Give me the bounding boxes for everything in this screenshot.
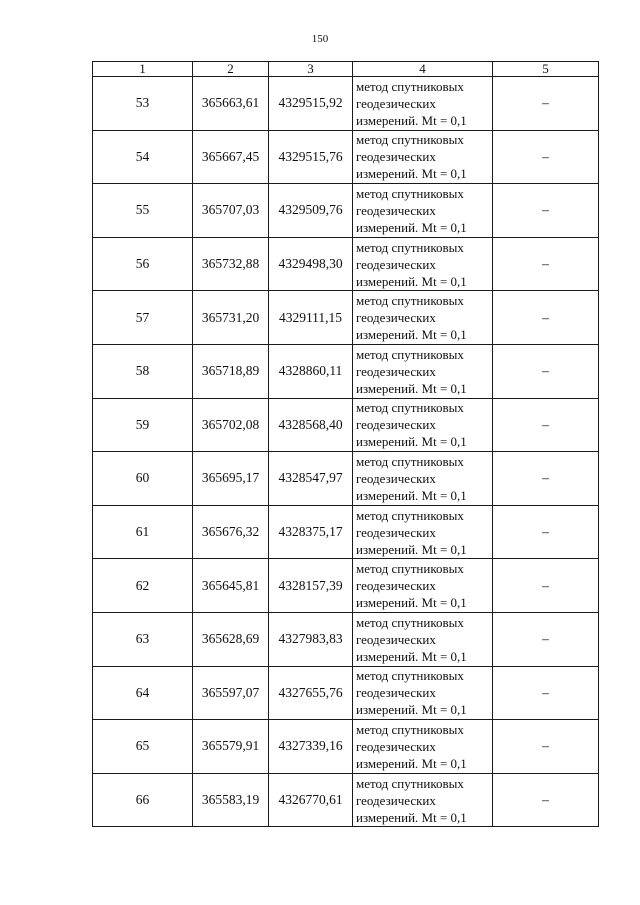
column-header: 2 [193, 62, 269, 77]
method-text-line: геодезических [356, 417, 436, 433]
table-row [93, 344, 599, 398]
method-text-line: измерений. Mt = 0,1 [356, 327, 467, 343]
table-row [93, 398, 599, 452]
table-header-row [93, 62, 599, 77]
method-text-line: измерений. Mt = 0,1 [356, 166, 467, 182]
point-number-cell: 53 [93, 77, 193, 131]
method-text-line: метод спутниковых [356, 721, 464, 737]
method-text-line: метод спутниковых [356, 507, 464, 523]
column-5-cell: – [493, 773, 599, 827]
method-text-line: метод спутниковых [356, 668, 464, 684]
method-text-line: геодезических [356, 685, 436, 701]
column-5-cell: – [493, 130, 599, 184]
column-header: 4 [353, 62, 493, 77]
column-5-cell: – [493, 505, 599, 559]
x-coordinate-cell: 365676,32 [193, 505, 269, 559]
y-coordinate-cell: 4327339,16 [269, 720, 353, 774]
method-text-line: измерений. Mt = 0,1 [356, 487, 467, 503]
method-text-line: геодезических [356, 792, 436, 808]
method-text-line: измерений. Mt = 0,1 [356, 273, 467, 289]
method-cell [353, 344, 493, 398]
method-text-line: измерений. Mt = 0,1 [356, 702, 467, 718]
point-number-cell: 66 [93, 773, 193, 827]
point-number-cell: 54 [93, 130, 193, 184]
column-5-cell: – [493, 559, 599, 613]
y-coordinate-cell: 4329111,15 [269, 291, 353, 345]
column-header: 1 [93, 62, 193, 77]
method-text-line: геодезических [356, 310, 436, 326]
table-row [93, 612, 599, 666]
y-coordinate-cell: 4327655,76 [269, 666, 353, 720]
y-coordinate-cell: 4328157,39 [269, 559, 353, 613]
point-number-cell: 56 [93, 237, 193, 291]
table-row [93, 452, 599, 506]
method-text-line: метод спутниковых [356, 561, 464, 577]
y-coordinate-cell: 4328860,11 [269, 344, 353, 398]
method-cell [353, 452, 493, 506]
y-coordinate-cell: 4329498,30 [269, 237, 353, 291]
y-coordinate-cell: 4326770,61 [269, 773, 353, 827]
method-text-line: геодезических [356, 202, 436, 218]
method-text-line: геодезических [356, 149, 436, 165]
coordinates-table [92, 61, 599, 827]
column-5-cell: – [493, 344, 599, 398]
table-row [93, 77, 599, 131]
method-text-line: метод спутниковых [356, 78, 464, 94]
method-cell [353, 559, 493, 613]
point-number-cell: 59 [93, 398, 193, 452]
column-5-cell: – [493, 291, 599, 345]
method-text-line: измерений. Mt = 0,1 [356, 809, 467, 825]
method-cell [353, 773, 493, 827]
point-number-cell: 58 [93, 344, 193, 398]
point-number-cell: 62 [93, 559, 193, 613]
x-coordinate-cell: 365579,91 [193, 720, 269, 774]
method-text-line: метод спутниковых [356, 132, 464, 148]
point-number-cell: 65 [93, 720, 193, 774]
method-text-line: метод спутниковых [356, 185, 464, 201]
table-row [93, 720, 599, 774]
page-number: 150 [311, 33, 329, 45]
column-5-cell: – [493, 398, 599, 452]
table-row [93, 184, 599, 238]
column-5-cell: – [493, 184, 599, 238]
method-text-line: измерений. Mt = 0,1 [356, 219, 467, 235]
y-coordinate-cell: 4328547,97 [269, 452, 353, 506]
method-text-line: измерений. Mt = 0,1 [356, 434, 467, 450]
x-coordinate-cell: 365628,69 [193, 612, 269, 666]
point-number-cell: 57 [93, 291, 193, 345]
method-text-line: метод спутниковых [356, 239, 464, 255]
x-coordinate-cell: 365718,89 [193, 344, 269, 398]
column-header: 5 [493, 62, 599, 77]
column-5-cell: – [493, 77, 599, 131]
column-5-cell: – [493, 452, 599, 506]
method-text-line: геодезических [356, 95, 436, 111]
method-text-line: геодезических [356, 256, 436, 272]
method-text-line: измерений. Mt = 0,1 [356, 112, 467, 128]
method-text-line: измерений. Mt = 0,1 [356, 595, 467, 611]
table-row [93, 130, 599, 184]
method-cell [353, 291, 493, 345]
x-coordinate-cell: 365707,03 [193, 184, 269, 238]
method-cell [353, 505, 493, 559]
method-text-line: метод спутниковых [356, 453, 464, 469]
table-row [93, 237, 599, 291]
method-text-line: измерений. Mt = 0,1 [356, 648, 467, 664]
x-coordinate-cell: 365731,20 [193, 291, 269, 345]
y-coordinate-cell: 4329515,76 [269, 130, 353, 184]
y-coordinate-cell: 4329515,92 [269, 77, 353, 131]
method-cell [353, 237, 493, 291]
method-cell [353, 612, 493, 666]
method-text-line: измерений. Mt = 0,1 [356, 755, 467, 771]
method-cell [353, 130, 493, 184]
method-text-line: измерений. Mt = 0,1 [356, 380, 467, 396]
method-text-line: метод спутниковых [356, 346, 464, 362]
x-coordinate-cell: 365597,07 [193, 666, 269, 720]
method-cell [353, 77, 493, 131]
y-coordinate-cell: 4329509,76 [269, 184, 353, 238]
x-coordinate-cell: 365732,88 [193, 237, 269, 291]
table-row [93, 505, 599, 559]
method-text-line: геодезических [356, 524, 436, 540]
method-cell [353, 666, 493, 720]
method-text-line: геодезических [356, 363, 436, 379]
column-5-cell: – [493, 666, 599, 720]
method-text-line: геодезических [356, 738, 436, 754]
method-text-line: метод спутниковых [356, 400, 464, 416]
method-text-line: метод спутниковых [356, 293, 464, 309]
x-coordinate-cell: 365663,61 [193, 77, 269, 131]
column-header: 3 [269, 62, 353, 77]
y-coordinate-cell: 4327983,83 [269, 612, 353, 666]
x-coordinate-cell: 365667,45 [193, 130, 269, 184]
table-row [93, 666, 599, 720]
column-5-cell: – [493, 720, 599, 774]
x-coordinate-cell: 365583,19 [193, 773, 269, 827]
method-cell [353, 720, 493, 774]
column-5-cell: – [493, 612, 599, 666]
method-text-line: метод спутниковых [356, 614, 464, 630]
point-number-cell: 60 [93, 452, 193, 506]
x-coordinate-cell: 365645,81 [193, 559, 269, 613]
table-body [93, 77, 599, 827]
y-coordinate-cell: 4328375,17 [269, 505, 353, 559]
method-text-line: геодезических [356, 470, 436, 486]
column-5-cell: – [493, 237, 599, 291]
method-text-line: метод спутниковых [356, 775, 464, 791]
table-row [93, 773, 599, 827]
point-number-cell: 63 [93, 612, 193, 666]
x-coordinate-cell: 365702,08 [193, 398, 269, 452]
table-row [93, 559, 599, 613]
point-number-cell: 61 [93, 505, 193, 559]
point-number-cell: 55 [93, 184, 193, 238]
method-text-line: геодезических [356, 578, 436, 594]
table-row [93, 291, 599, 345]
method-cell [353, 184, 493, 238]
method-text-line: геодезических [356, 631, 436, 647]
method-text-line: измерений. Mt = 0,1 [356, 541, 467, 557]
x-coordinate-cell: 365695,17 [193, 452, 269, 506]
point-number-cell: 64 [93, 666, 193, 720]
method-cell [353, 398, 493, 452]
y-coordinate-cell: 4328568,40 [269, 398, 353, 452]
